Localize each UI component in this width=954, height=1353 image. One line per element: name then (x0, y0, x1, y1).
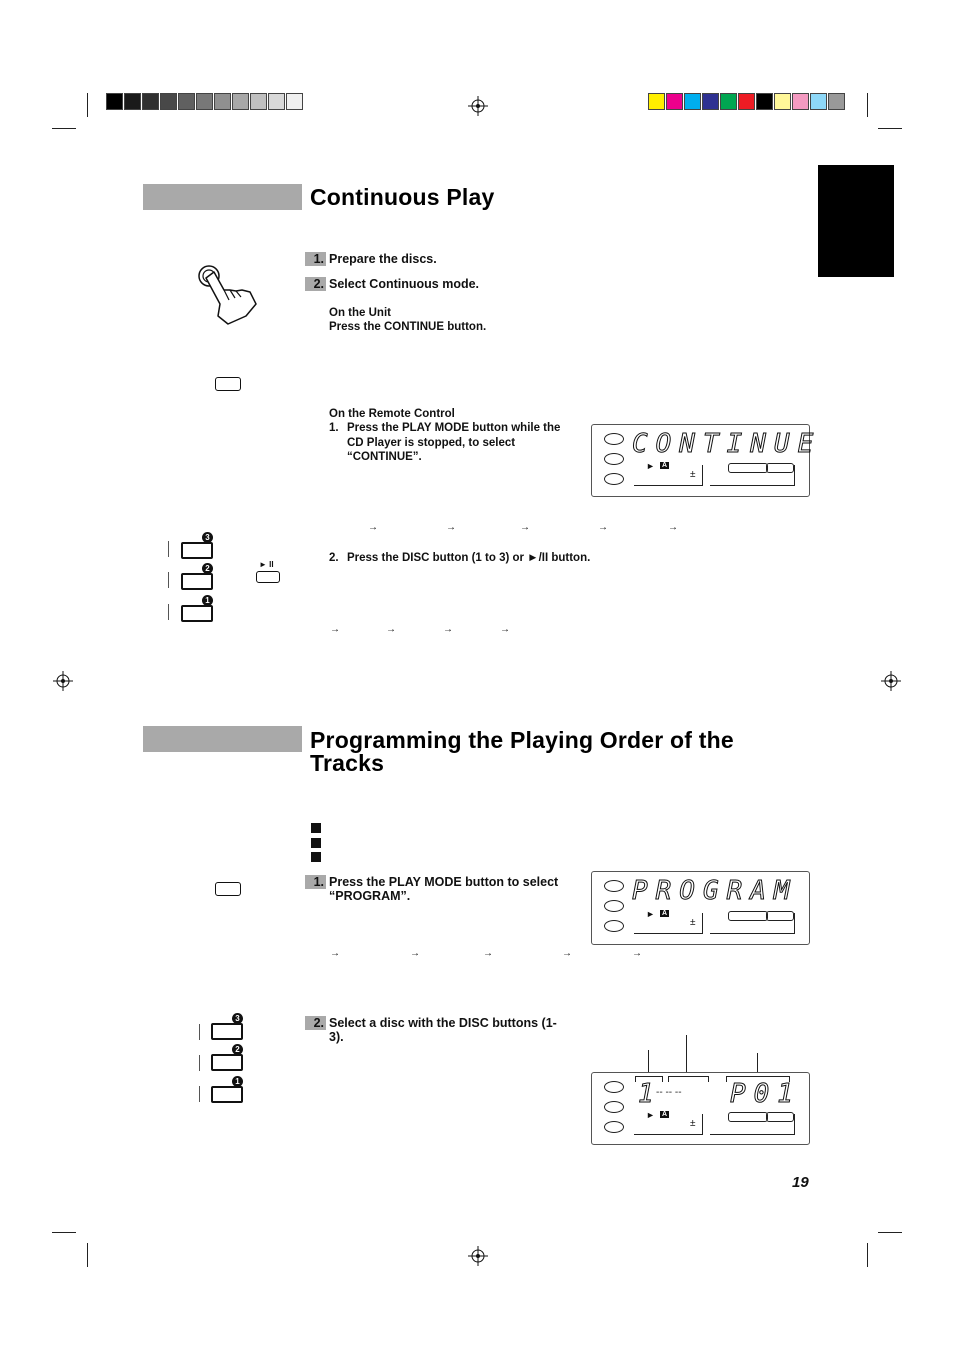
lcd-underline (634, 933, 702, 934)
sequence-arrow: → (562, 948, 572, 959)
disc-2-button[interactable] (211, 1054, 243, 1071)
gray-swatch (196, 93, 213, 110)
disc-number-badge: 2 (232, 1044, 243, 1055)
lcd-disc-number: 1 (638, 1079, 662, 1109)
disc-indicator-icon (604, 880, 624, 892)
disc-indicator-icon (604, 1121, 624, 1133)
lcd-display-program (591, 871, 810, 945)
registration-mark-icon (468, 96, 488, 116)
lcd-underline (794, 1114, 795, 1135)
lcd-underline (702, 465, 703, 486)
color-swatch (684, 93, 701, 110)
color-swatch (792, 93, 809, 110)
remote-step-1-text: Press the PLAY MODE button while the CD Player is stopped, to select “CONTINUE”. (347, 422, 561, 463)
crop-mark (878, 1232, 902, 1233)
lcd-pill (766, 463, 794, 473)
step-number: 1. (305, 875, 326, 889)
step-2 (305, 277, 479, 291)
sequence-arrow: → (330, 624, 340, 635)
gray-swatch (232, 93, 249, 110)
sequence-arrow: → (386, 624, 396, 635)
gray-swatch (106, 93, 123, 110)
page-number: 19 (792, 1174, 809, 1191)
disc-indicator-icon (604, 920, 624, 932)
lcd-underline (702, 1114, 703, 1135)
remote-step-2-text: Press the DISC button (1 to 3) or ►/II button. (347, 552, 591, 564)
sequence-arrow: → (500, 624, 510, 635)
a-badge: A (662, 910, 668, 917)
section-title-continuous-play: Continuous Play (310, 184, 495, 210)
lcd-underline (710, 1134, 794, 1135)
step-1 (305, 875, 565, 903)
gray-swatch (160, 93, 177, 110)
remote-step-1-number: 1. (329, 422, 339, 434)
lcd-segment-text: PROGRAM (632, 876, 798, 906)
disc-1-button[interactable] (181, 605, 213, 622)
crop-mark (867, 1243, 868, 1267)
step-number: 2. (305, 277, 326, 291)
disc-indicator-icon (604, 1081, 624, 1093)
disc-number-badge: 3 (232, 1013, 243, 1024)
gray-swatch (142, 93, 159, 110)
lcd-pill (728, 463, 768, 473)
sequence-arrow: → (632, 948, 642, 959)
step-number: 1. (305, 252, 326, 266)
section-bar (143, 726, 302, 752)
lcd-underline (794, 465, 795, 486)
divider-line (168, 604, 169, 620)
color-swatch (738, 93, 755, 110)
disc-indicator-icon (604, 453, 624, 465)
side-tab (818, 165, 894, 277)
crop-mark (52, 1232, 76, 1233)
plusminus-icon: ± (690, 469, 696, 480)
lcd-bracket (668, 1076, 709, 1082)
gray-swatch (214, 93, 231, 110)
play-pause-label: ► II (259, 560, 274, 569)
gray-swatch (178, 93, 195, 110)
crop-mark (87, 1243, 88, 1267)
gray-swatch (286, 93, 303, 110)
lcd-underline (702, 913, 703, 934)
step-text: Select a disc with the DISC buttons (1-3). (329, 1016, 557, 1044)
play-indicator-icon: ► (646, 909, 655, 919)
step-2 (305, 1016, 565, 1044)
step-text: Prepare the discs. (329, 252, 437, 266)
color-swatch (648, 93, 665, 110)
a-badge: A (662, 462, 668, 469)
lcd-display-program-number (591, 1072, 810, 1145)
step-number: 2. (305, 1016, 326, 1030)
gray-swatch (250, 93, 267, 110)
disc-2-button[interactable] (181, 573, 213, 590)
lcd-segment-text: CONTINUE (632, 429, 822, 459)
lcd-pill (728, 911, 768, 921)
gray-swatch (124, 93, 141, 110)
lcd-pill (728, 1112, 768, 1122)
section-bar (143, 184, 302, 210)
lcd-underline (794, 913, 795, 934)
lcd-pill (766, 1112, 794, 1122)
sequence-arrow: → (668, 522, 678, 533)
disc-indicator-icon (604, 473, 624, 485)
plusminus-icon: ± (690, 1118, 696, 1129)
divider-line (168, 572, 169, 588)
sequence-arrow: → (410, 948, 420, 959)
continue-button[interactable] (215, 377, 241, 391)
step-text: Press the PLAY MODE button to select “PROGRAM”. (329, 875, 559, 903)
disc-1-button[interactable] (211, 1086, 243, 1103)
lcd-pill (766, 911, 794, 921)
divider-line (168, 541, 169, 557)
disc-number-badge: 2 (202, 563, 213, 574)
step-1 (305, 252, 437, 266)
play-pause-button[interactable] (256, 571, 280, 583)
disc-indicator-icon (604, 1101, 624, 1113)
play-indicator-icon: ► (646, 461, 655, 471)
a-badge: A (662, 1111, 668, 1118)
crop-mark (867, 93, 868, 117)
disc-3-button[interactable] (211, 1023, 243, 1040)
sequence-arrow: → (443, 624, 453, 635)
sequence-arrow: → (446, 522, 456, 533)
remote-step-2-number: 2. (329, 552, 339, 564)
gray-swatch (268, 93, 285, 110)
lcd-underline (710, 933, 794, 934)
crop-mark (52, 128, 76, 129)
disc-indicator-icon (604, 433, 624, 445)
color-swatch (810, 93, 827, 110)
unit-instruction: Press the CONTINUE button. (329, 321, 487, 333)
color-swatch (720, 93, 737, 110)
disc-number-badge: 1 (232, 1076, 243, 1087)
lcd-underline (710, 485, 794, 486)
lcd-track-dashes: -- -- -- (656, 1087, 682, 1098)
bullet-square (311, 838, 321, 848)
lcd-display-continue (591, 424, 822, 497)
color-swatch (828, 93, 845, 110)
remote-heading: On the Remote Control (329, 408, 455, 420)
disc-3-button[interactable] (181, 542, 213, 559)
divider-line (199, 1024, 200, 1040)
registration-mark-icon (468, 1246, 488, 1266)
disc-number-badge: 1 (202, 595, 213, 606)
lcd-program-number: P01 (730, 1079, 801, 1109)
section-title-programming: Programming the Playing Order of the Tracks (310, 727, 734, 776)
sequence-arrow: → (330, 948, 340, 959)
unit-heading: On the Unit (329, 307, 391, 319)
disc-number-badge: 3 (202, 532, 213, 543)
color-swatch (666, 93, 683, 110)
sequence-arrow: → (520, 522, 530, 533)
registration-mark-icon (53, 671, 73, 691)
sequence-arrow: → (368, 522, 378, 533)
play-indicator-icon: ► (646, 1110, 655, 1120)
disc-indicator-icon (604, 900, 624, 912)
sequence-arrow: → (483, 948, 493, 959)
color-swatch (702, 93, 719, 110)
lcd-underline (634, 1134, 702, 1135)
bullet-square (311, 852, 321, 862)
crop-mark (878, 128, 902, 129)
lcd-underline (634, 485, 702, 486)
play-mode-button[interactable] (215, 882, 241, 896)
plusminus-icon: ± (690, 917, 696, 928)
registration-mark-icon (881, 671, 901, 691)
color-swatch (774, 93, 791, 110)
bullet-square (311, 823, 321, 833)
divider-line (199, 1055, 200, 1071)
sequence-arrow: → (598, 522, 608, 533)
color-swatch (756, 93, 773, 110)
divider-line (199, 1086, 200, 1102)
step-text: Select Continuous mode. (329, 277, 480, 291)
hand-press-icon (196, 264, 260, 326)
callout-line (686, 1035, 687, 1076)
crop-mark (87, 93, 88, 117)
